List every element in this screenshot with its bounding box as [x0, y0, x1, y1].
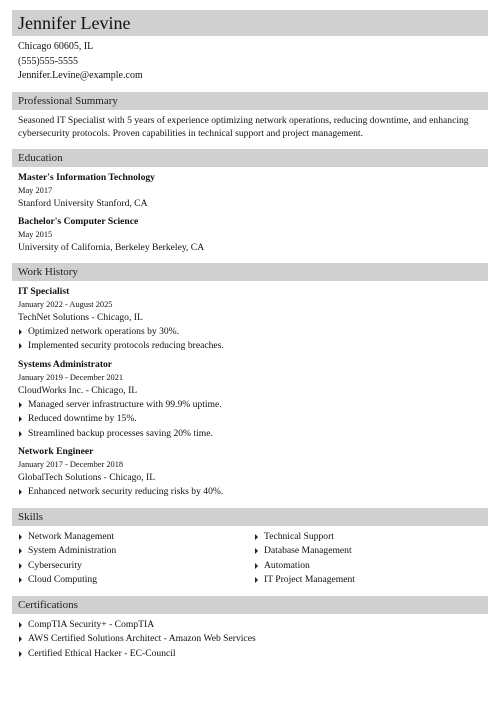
skill: System Administration [28, 545, 117, 556]
bullet-icon [255, 577, 258, 583]
certification: Certified Ethical Hacker - EC-Council [28, 647, 176, 659]
certification: CompTIA Security+ - CompTIA [28, 618, 155, 630]
skill: Network Management [28, 530, 115, 542]
bullet-icon [255, 548, 258, 554]
address: Chicago 60605, IL [18, 41, 94, 52]
bullet-text: Reduced downtime by 15%. [28, 413, 137, 424]
email: Jennifer.Levine@example.com [18, 70, 143, 81]
list-item [18, 485, 486, 500]
bullet-icon [19, 622, 22, 628]
bullet-icon [255, 534, 258, 540]
bullet-text: Streamlined backup processes saving 20% time. [28, 427, 213, 439]
job-dates: January 2017 - December 2018 [18, 460, 124, 469]
list-item [18, 559, 254, 574]
certification: AWS Certified Solutions Architect - Amazon Web Services [28, 633, 256, 644]
job-entry [18, 445, 486, 500]
work-history-list [12, 285, 488, 500]
resume-page [12, 10, 488, 661]
job-title: Network Engineer [18, 446, 94, 457]
skill: Cloud Computing [28, 574, 98, 585]
list-item [18, 427, 486, 442]
education-heading [12, 149, 488, 167]
contact-info [12, 40, 488, 84]
list-item [18, 632, 486, 647]
graduation-date: May 2015 [18, 229, 53, 239]
education-list [12, 171, 488, 255]
list-item [18, 325, 486, 340]
bullet-text: Enhanced network security reducing risks by 40%. [28, 486, 224, 497]
school: Stanford University Stanford, CA [18, 197, 148, 209]
job-dates: January 2022 - August 2025 [18, 299, 113, 309]
name-header [12, 10, 488, 36]
bullet-icon [19, 548, 22, 554]
skill: Technical Support [264, 530, 334, 542]
list-item [18, 530, 254, 545]
work-history-heading-text: Work History [18, 265, 78, 278]
bullet-icon [19, 329, 22, 335]
skill: IT Project Management [264, 574, 355, 585]
bullet-icon [19, 563, 22, 569]
list-item [18, 618, 486, 633]
bullet-icon [19, 431, 22, 437]
work-history-heading [12, 263, 488, 281]
skill: Database Management [264, 545, 352, 556]
bullet-icon [19, 343, 22, 349]
summary-text: Seasoned IT Specialist with 5 years of experience optimizing network operations, reducing downtime, and enhancing cybersecurity protocols. Proven capabilities in technical support and project management. [18, 114, 469, 139]
job-company: GlobalTech Solutions - Chicago, IL [18, 472, 156, 483]
skills-column-left [18, 530, 254, 588]
job-dates: January 2019 - December 2021 [18, 372, 124, 382]
education-heading-text: Education [18, 151, 63, 164]
bullet-icon [19, 636, 22, 642]
skill: Cybersecurity [28, 559, 82, 571]
skills-heading [12, 508, 488, 526]
certifications-heading-text: Certifications [18, 598, 78, 611]
education-item [18, 171, 486, 211]
list-item [254, 573, 490, 588]
skill: Automation [264, 559, 310, 571]
bullet-icon [19, 489, 22, 495]
summary-heading [12, 92, 488, 110]
list-item [254, 544, 490, 559]
skills-column-right [254, 530, 490, 588]
degree: Bachelor's Computer Science [18, 215, 139, 227]
list-item [18, 647, 486, 662]
bullet-icon [19, 416, 22, 422]
bullet-icon [19, 402, 22, 408]
bullet-icon [19, 534, 22, 540]
bullet-icon [19, 577, 22, 583]
skills-heading-text: Skills [18, 510, 44, 523]
bullet-icon [19, 651, 22, 657]
job-company: CloudWorks Inc. - Chicago, IL [18, 384, 138, 396]
list-item [18, 398, 486, 413]
bullet-icon [255, 563, 258, 569]
job-title: Systems Administrator [18, 358, 113, 370]
degree: Master's Information Technology [18, 171, 155, 183]
skills-list [12, 530, 488, 588]
job-entry [18, 285, 486, 354]
job-entry [18, 358, 486, 442]
list-item [18, 573, 254, 588]
list-item [18, 544, 254, 559]
list-item [254, 530, 490, 545]
bullet-text: Optimized network operations by 30%. [28, 325, 180, 337]
summary-heading-text: Professional Summary [18, 94, 118, 107]
education-item [18, 215, 486, 255]
list-item [18, 339, 486, 354]
certifications-list [12, 618, 488, 662]
school: University of California, Berkeley Berkeley, CA [18, 241, 205, 253]
job-title: IT Specialist [18, 285, 70, 297]
graduation-date: May 2017 [18, 185, 53, 195]
list-item [18, 412, 486, 427]
list-item [254, 559, 490, 574]
phone: (555)555-5555 [18, 55, 78, 67]
job-company: TechNet Solutions - Chicago, IL [18, 311, 143, 323]
certifications-heading [12, 596, 488, 614]
candidate-name: Jennifer Levine [18, 12, 131, 33]
bullet-text: Implemented security protocols reducing breaches. [28, 340, 224, 351]
bullet-text: Managed server infrastructure with 99.9% uptime. [28, 398, 222, 410]
